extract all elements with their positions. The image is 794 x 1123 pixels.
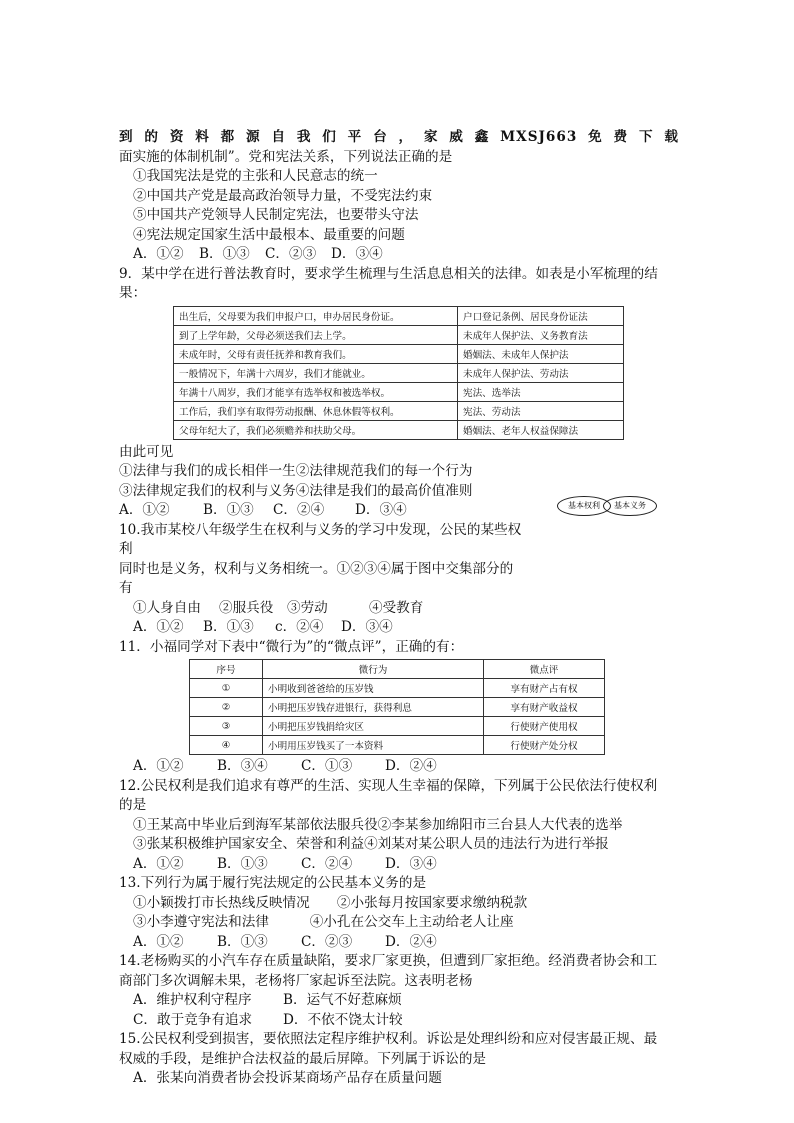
banner-char: 台 — [373, 129, 388, 145]
table-cell: 出生后，父母要为我们申报户口，申办居民身份证。 — [174, 306, 458, 325]
table-cell: 宪法、劳动法 — [458, 401, 624, 420]
table-cell: 工作后，我们享有取得劳动报酬、休息休假等权利。 — [174, 401, 458, 420]
q9-law-table — [173, 306, 624, 440]
venn-circle-rights: 基本权利 — [557, 496, 611, 516]
table-cell: 小明把压岁钱捐给灾区 — [263, 717, 484, 736]
table-cell: 享有财产收益权 — [484, 698, 605, 717]
q13-option-b: B．①③ — [217, 933, 268, 950]
table-cell: 小明用压岁钱买了一本资料 — [263, 736, 484, 755]
table-row — [190, 736, 605, 755]
table-header-row — [190, 660, 605, 679]
table-cell: 户口登记条例、居民身份证法 — [458, 306, 624, 325]
q13-option-c: C．②③ — [301, 933, 353, 950]
q12-items-1: ①王某高中毕业后到海军某部依法服兵役②李某参加绵阳市三台县人大代表的选举 — [133, 816, 623, 833]
q10-options — [119, 618, 679, 638]
table-cell: 行使财产处分权 — [484, 736, 605, 755]
q9-option-c: C．②④ — [273, 502, 325, 518]
q10-line-4: 有 — [119, 580, 133, 596]
q10-option-a: A．①② — [133, 619, 184, 635]
q14-option-c: C．敢于竞争有追求 — [133, 1011, 253, 1028]
banner-char: 平 — [347, 129, 363, 145]
q9-option-a: A．①② — [119, 502, 170, 518]
table-cell: 父母年纪大了，我们必须赡养和扶助父母。 — [174, 420, 458, 439]
table-cell: 未成年人保护法、劳动法 — [458, 363, 624, 382]
q14-options-ab — [119, 991, 679, 1011]
q11-option-c: C．①③ — [301, 758, 353, 774]
table-cell: 小明收到爸爸给的压岁钱 — [263, 679, 484, 698]
q8-option-d: D．③④ — [331, 246, 383, 262]
q9-conclusion: 由此可见 — [119, 443, 174, 460]
table-cell: ② — [190, 698, 263, 717]
q10-line-2: 利 — [119, 541, 133, 557]
q9-items-1: ①法律与我们的成长相伴一生②法律规范我们的每一个行为 — [119, 463, 473, 479]
banner-char: 家 — [423, 129, 439, 145]
exam-page — [119, 128, 679, 1089]
table-cell: ④ — [190, 736, 263, 755]
table-row — [174, 420, 624, 439]
q11-stem: 11．小福同学对下表中“微行为”的“微点评”，正确的有： — [119, 638, 464, 655]
q15-option-a: A．张某向消费者协会投诉某商场产品存在质量问题 — [133, 1070, 442, 1086]
banner-char: 免 — [588, 129, 603, 145]
q11-option-d: D．②④ — [385, 758, 437, 774]
q10-item-1: ①人身自由 — [133, 599, 201, 616]
banner-char: 的 — [144, 129, 159, 145]
q14-options-cd — [119, 1011, 679, 1031]
q13-stem: 13.下列行为属于履行宪法规定的公民基本义务的是 — [119, 875, 427, 891]
q9-option-b: B．①③ — [203, 502, 254, 518]
table-cell: ① — [190, 679, 263, 698]
q12-option-a: A．①② — [133, 855, 184, 872]
q8-option-b: B．①③ — [199, 246, 250, 262]
q9-stem-line-1: 9．某中学在进行普法教育时，要求学生梳理与生活息息相关的法律。如表是小军梳理的结 — [119, 265, 658, 282]
table-cell: 宪法、选举法 — [458, 382, 624, 401]
table-cell: 小明把压岁钱存进银行，获得利息 — [263, 698, 484, 717]
q12-items-2: ③张某积极维护国家安全、荣誉和利益④刘某对某公职人员的违法行为进行举报 — [133, 836, 609, 852]
table-row — [190, 679, 605, 698]
table-row — [174, 363, 624, 382]
q9-option-d: D．③④ — [355, 502, 407, 518]
table-cell: 享有财产占有权 — [484, 679, 605, 698]
q12-option-b: B．①③ — [217, 855, 268, 872]
table-cell: ③ — [190, 717, 263, 736]
venn-circle-duties: 基本义务 — [603, 496, 657, 516]
q11-option-a: A．①② — [133, 758, 184, 774]
banner-char: 都 — [220, 129, 236, 145]
banner-char: 料 — [195, 129, 210, 145]
q10-line-3: 同时也是义务，权利与义务相统一。①②③④属于图中交集部分的 — [119, 560, 514, 577]
table-cell: 到了上学年龄，父母必须送我们去上学。 — [174, 325, 458, 344]
q10-item-2: ②服兵役 — [219, 599, 274, 616]
table-cell: 一般情况下，年满十六周岁，我们才能就业。 — [174, 363, 458, 382]
q8-option-c: C．②③ — [265, 246, 317, 262]
table-cell: 未成年人保护法、义务教育法 — [458, 325, 624, 344]
q12-options — [119, 855, 679, 875]
q10-option-b: B．①③ — [203, 619, 254, 635]
q11-options — [119, 757, 679, 777]
q11-option-b: B．③④ — [217, 758, 268, 774]
source-banner — [119, 128, 679, 148]
table-cell: 年满十八周岁，我们才能享有选举权和被选举权。 — [174, 382, 458, 401]
q14-option-b: B．运气不好惹麻烦 — [283, 992, 402, 1008]
q8-item-2: ②中国共产党是最高政治领导力量，不受宪法约束 — [133, 187, 433, 204]
q13-items-1: ①小颖拨打市长热线反映情况 ②小张每月按国家要求缴纳税款 — [133, 894, 528, 911]
table-cell: 行使财产使用权 — [484, 717, 605, 736]
table-cell: 婚姻法、未成年人保护法 — [458, 344, 624, 363]
q14-line-2: 商部门多次调解未果，老杨将厂家起诉至法院。这表明老杨 — [119, 972, 473, 989]
banner-char: 下 — [638, 129, 654, 145]
q15-line-2: 权威的手段，是维护合法权益的最后屏障。下列属于诉讼的是 — [119, 1050, 487, 1067]
banner-char: 我 — [296, 129, 312, 145]
q10-item-3: ③劳动 — [287, 599, 328, 616]
q13-options — [119, 933, 679, 953]
table-cell: 未成年时，父母有责任抚养和教育我们。 — [174, 344, 458, 363]
q12-line-2: 的是 — [119, 797, 147, 813]
column-header: 微行为 — [263, 660, 484, 679]
q13-option-d: D．②④ — [385, 933, 437, 950]
q8-item-1: ①我国宪法是党的主张和人民意志的统一 — [133, 168, 378, 184]
q10-line-1: 10.我市某校八年级学生在权利与义务的学习中发现，公民的某些权 — [119, 521, 522, 538]
q10-items — [119, 599, 679, 619]
q14-option-d: D．不依不饶太计较 — [283, 1011, 403, 1028]
banner-code: MXSJ663 — [500, 129, 578, 145]
q8-item-3: ⑤中国共产党领导人民制定宪法，也要带头守法 — [133, 207, 419, 223]
banner-char: 资 — [169, 129, 185, 145]
banner-char: 自 — [271, 129, 287, 145]
q13-items-2: ③小李遵守宪法和法律 ④小孔在公交车上主动给老人让座 — [133, 914, 514, 930]
q9-items-2: ③法律规定我们的权利与义务④法律是我们的最高价值准则 — [119, 482, 473, 499]
q14-line-1: 14.老杨购买的小汽车存在质量缺陷，要求厂家更换，但遭到厂家拒绝。经消费者协会和工 — [119, 953, 658, 969]
q8-item-4: ④宪法规定国家生活中最根本、最重要的问题 — [133, 226, 405, 243]
q14-option-a: A．维护权利守程序 — [133, 992, 252, 1008]
banner-char: 们 — [322, 129, 337, 145]
table-row — [174, 382, 624, 401]
rights-duties-venn-diagram — [557, 496, 657, 516]
q10-item-4: ④受教育 — [369, 599, 424, 616]
banner-char: 鑫 — [474, 129, 490, 145]
q11-micro-table — [189, 659, 605, 755]
q13-option-a: A．①② — [133, 933, 184, 950]
banner-char: 源 — [246, 129, 261, 145]
table-row — [190, 717, 605, 736]
banner-char: ， — [398, 129, 414, 145]
banner-char: 费 — [613, 129, 629, 145]
q9-stem-line-2: 果： — [119, 285, 147, 301]
table-row — [174, 344, 624, 363]
table-row — [174, 325, 624, 344]
q8-options — [119, 245, 679, 265]
table-row — [190, 698, 605, 717]
banner-char: 载 — [664, 129, 679, 145]
q10-option-c: c．②④ — [275, 619, 324, 635]
banner-char: 到 — [119, 129, 134, 145]
column-header: 微点评 — [484, 660, 605, 679]
table-cell: 婚姻法、老年人权益保障法 — [458, 420, 624, 439]
q12-line-1: 12.公民权利是我们追求有尊严的生活、实现人生幸福的保障，下列属于公民依法行使权利 — [119, 777, 658, 794]
banner-char: 威 — [449, 129, 464, 145]
q10-option-d: D．③④ — [341, 619, 393, 635]
table-row — [174, 306, 624, 325]
table-row — [174, 401, 624, 420]
q15-line-1: 15.公民权利受到损害，要依照法定程序维护权利。诉讼是处理纠纷和应对侵害最正规、最 — [119, 1031, 658, 1047]
q8-stem: 面实施的体制机制”。党和宪法关系，下列说法正确的是 — [119, 148, 453, 165]
q12-option-c: C．②④ — [301, 855, 353, 872]
q12-option-d: D．③④ — [385, 855, 437, 872]
q8-option-a: A．①② — [133, 246, 184, 262]
column-header: 序号 — [190, 660, 263, 679]
